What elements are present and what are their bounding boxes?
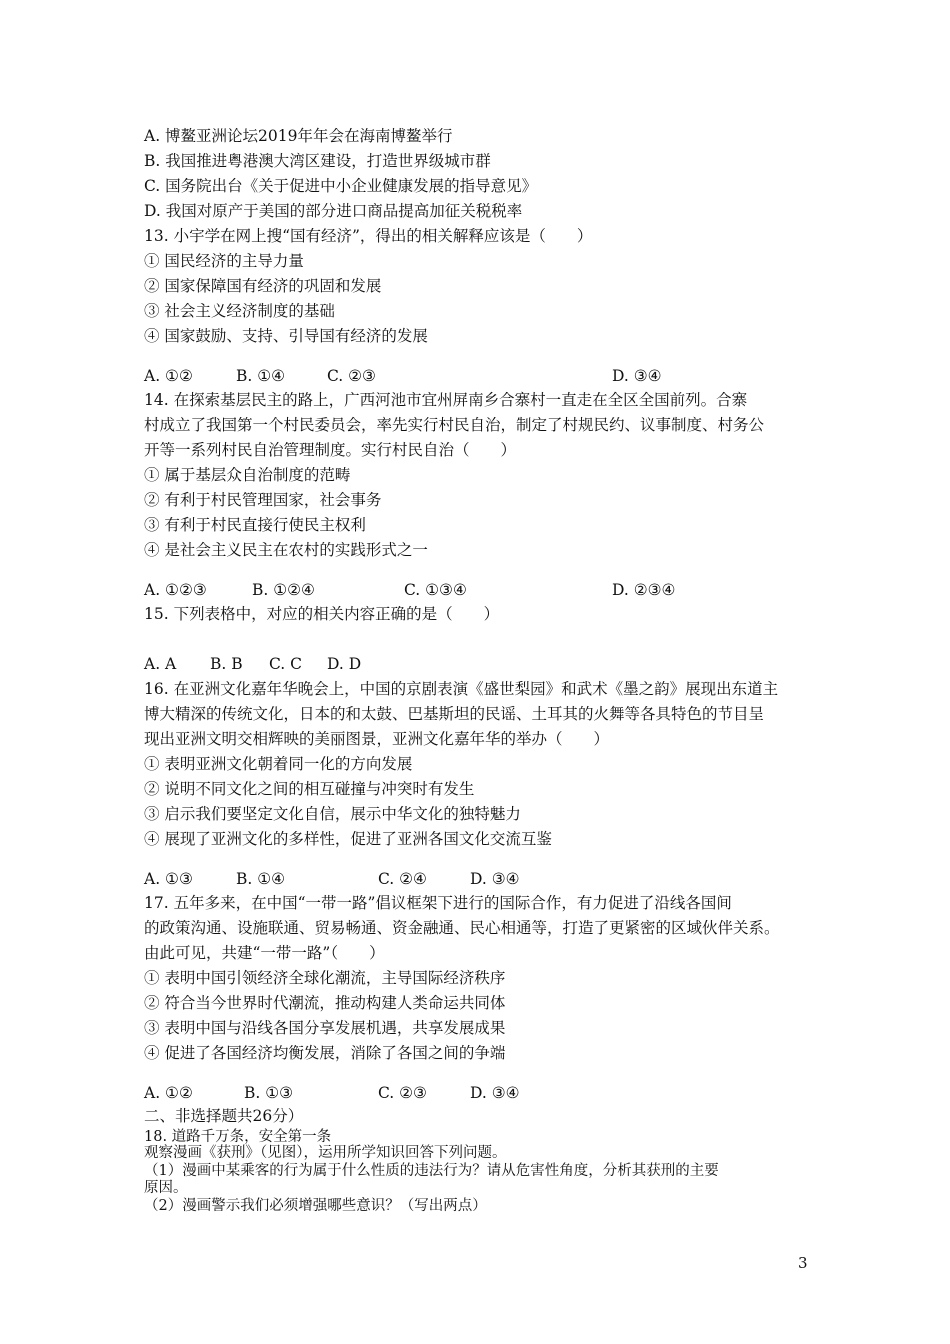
q18-sub1-line: 原因。 <box>144 1180 188 1196</box>
q14-item: ① 属于基层众自治制度的范畴 <box>144 466 351 484</box>
q12-option-d: D. 我国对原产于美国的部分进口商品提高加征关税税率 <box>144 202 523 220</box>
q16-choice-d: D. ③④ <box>470 870 520 888</box>
q15-choice-b: B. B <box>210 655 243 673</box>
q17-item: ③ 表明中国与沿线各国分享发展机遇，共享发展成果 <box>144 1019 506 1037</box>
q17-choice-d: D. ③④ <box>470 1084 520 1102</box>
q18-intro: 观察漫画《获刑》（见图），运用所学知识回答下列问题。 <box>144 1145 507 1161</box>
q17-stem-line: 由此可见，共建“一带一路”（ ） <box>144 944 385 962</box>
q17-item: ④ 促进了各国经济均衡发展，消除了各国之间的争端 <box>144 1044 506 1062</box>
q17-stem-line: 的政策沟通、设施联通、贸易畅通、资金融通、民心相通等，打造了更紧密的区域伙伴关系。 <box>144 919 780 937</box>
q16-stem-line: 16. 在亚洲文化嘉年华晚会上，中国的京剧表演《盛世梨园》和武术《墨之韵》展现出东道主 <box>144 680 779 698</box>
q18-title: 18. 道路千万条，安全第一条 <box>144 1129 332 1145</box>
q15-stem: 15. 下列表格中，对应的相关内容正确的是（ ） <box>144 605 500 623</box>
page-number: 3 <box>798 1254 808 1272</box>
q17-choice-c: C. ②③ <box>378 1084 427 1102</box>
q13-choice-a: A. ①② <box>144 367 193 385</box>
q16-item: ③ 启示我们要坚定文化自信，展示中华文化的独特魅力 <box>144 805 521 823</box>
q16-stem-line: 博大精深的传统文化，日本的和太鼓、巴基斯坦的民谣、土耳其的火舞等各具特色的节目呈 <box>144 705 765 723</box>
q15-choice-a: A. A <box>144 655 177 673</box>
q17-item: ① 表明中国引领经济全球化潮流，主导国际经济秩序 <box>144 969 506 987</box>
q14-choice-a: A. ①②③ <box>144 581 207 599</box>
q12-option-c: C. 国务院出台《关于促进中小企业健康发展的指导意见》 <box>144 177 538 195</box>
q18-sub1-line: （1）漫画中某乘客的行为属于什么性质的违法行为？请从危害性角度，分析其获刑的主要 <box>144 1163 719 1179</box>
q16-choice-a: A. ①③ <box>144 870 193 888</box>
q14-choice-b: B. ①②④ <box>252 581 315 599</box>
q13-item: ④ 国家鼓励、支持、引导国有经济的发展 <box>144 327 428 345</box>
q15-choice-d: D. D <box>327 655 362 673</box>
q16-stem-line: 现出亚洲文明交相辉映的美丽图景，亚洲文化嘉年华的举办（ ） <box>144 730 610 748</box>
q13-choice-b: B. ①④ <box>236 367 286 385</box>
q16-item: ② 说明不同文化之间的相互碰撞与冲突时有发生 <box>144 780 475 798</box>
q16-item: ① 表明亚洲文化朝着同一化的方向发展 <box>144 755 413 773</box>
q18-sub2: （2）漫画警示我们必须增强哪些意识？（写出两点） <box>144 1198 487 1214</box>
q13-choice-c: C. ②③ <box>327 367 376 385</box>
q14-stem-line: 14. 在探索基层民主的路上，广西河池市宜州屏南乡合寨村一直走在全区全国前列。合寨 <box>144 391 748 409</box>
q14-choice-c: C. ①③④ <box>404 581 467 599</box>
q13-item: ③ 社会主义经济制度的基础 <box>144 302 335 320</box>
q14-stem-line: 村成立了我国第一个村民委员会，率先实行村民自治，制定了村规民约、议事制度、村务公 <box>144 416 765 434</box>
q14-stem-line: 开等一系列村民自治管理制度。实行村民自治（ ） <box>144 441 517 459</box>
q16-item: ④ 展现了亚洲文化的多样性，促进了亚洲各国文化交流互鉴 <box>144 830 552 848</box>
q16-choice-b: B. ①④ <box>236 870 286 888</box>
q16-choice-c: C. ②④ <box>378 870 427 888</box>
q13-item: ② 国家保障国有经济的巩固和发展 <box>144 277 382 295</box>
q14-choice-d: D. ②③④ <box>612 581 676 599</box>
q17-choice-b: B. ①③ <box>244 1084 294 1102</box>
section-title: 二、非选择题共26分） <box>144 1107 304 1125</box>
q13-choice-d: D. ③④ <box>612 367 662 385</box>
q12-option-a: A. 博鳌亚洲论坛2019年年会在海南博鳌举行 <box>144 127 453 145</box>
q17-stem-line: 17. 五年多来，在中国“一带一路”倡议框架下进行的国际合作，有力促进了沿线各国间 <box>144 894 732 912</box>
q14-item: ② 有利于村民管理国家，社会事务 <box>144 491 382 509</box>
q14-item: ④ 是社会主义民主在农村的实践形式之一 <box>144 541 428 559</box>
q17-item: ② 符合当今世界时代潮流，推动构建人类命运共同体 <box>144 994 506 1012</box>
q17-choice-a: A. ①② <box>144 1084 193 1102</box>
q12-option-b: B. 我国推进粤港澳大湾区建设，打造世界级城市群 <box>144 152 491 170</box>
q14-item: ③ 有利于村民直接行使民主权利 <box>144 516 366 534</box>
q13-item: ① 国民经济的主导力量 <box>144 252 304 270</box>
q13-stem: 13. 小宇学在网上搜“国有经济”，得出的相关解释应该是（ ） <box>144 227 593 245</box>
q15-choice-c: C. C <box>269 655 303 673</box>
